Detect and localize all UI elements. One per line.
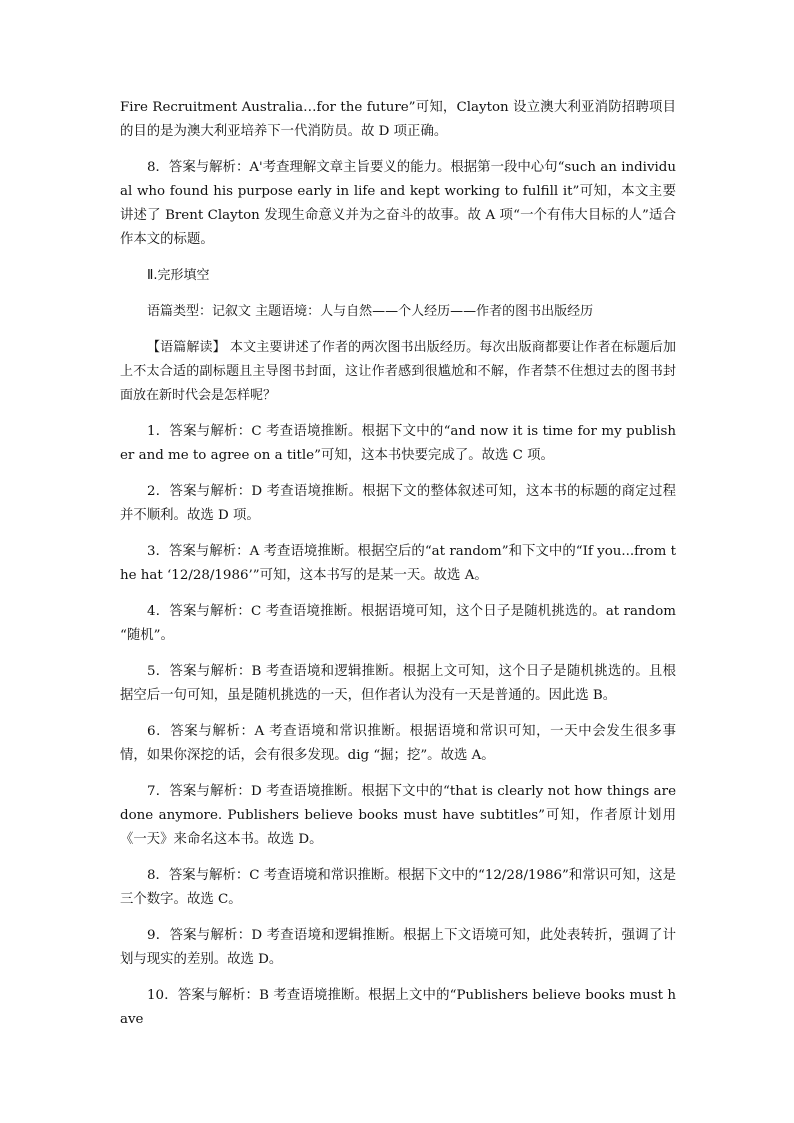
text-type-line: 语篇类型：记叙文 主题语境：人与自然——个人经历——作者的图书出版经历 [147,304,594,319]
answer-10: 10．答案与解析：B 考查语境推断。根据上文中的“Publishers believe books must have [120,988,676,1027]
answer-8: 8．答案与解析：C 考查语境和常识推断。根据下文中的“12/28/1986”和常识可知，这是三个数字。故选 C。 [120,868,676,907]
answer-4: 4．答案与解析：C 考查语境推断。根据语境可知，这个日子是随机挑选的。at random “随机”。 [120,604,676,643]
answer-9: 9．答案与解析：D 考查语境和逻辑推断。根据上下文语境可知，此处表转折，强调了计划与现实的差别。故选 D。 [120,928,676,967]
answer-6: 6．答案与解析：A 考查语境和常识推断。根据语境和常识可知，一天中会发生很多事情，如果你深挖的话，会有很多发现。dig “掘；挖”。故选 A。 [120,724,676,763]
answer-2: 2．答案与解析：D 考查语境推断。根据下文的整体叙述可知，这本书的标题的商定过程并不顺利。故选 D 项。 [120,484,676,523]
section-heading-cloze: Ⅱ.完形填空 [147,268,210,283]
answer-3: 3．答案与解析：A 考查语境推断。根据空后的“at random”和下文中的“If you...from the hat ‘12/28/1986’”可知，这本书写的是某一天。故选 A。 [120,544,676,583]
answer-5: 5．答案与解析：B 考查语境和逻辑推断。根据上文可知，这个日子是随机挑选的。且根据空后一句可知，虽是随机挑选的一天，但作者认为没有一天是普通的。因此选 B。 [120,664,676,703]
answer-7: 7．答案与解析：D 考查语境推断。根据下文中的“that is clearly not how things are done anymore. Publishers believe books must have subtitles”可知，作者原计划用《一天》来命名这本书。故选 D。 [120,784,676,847]
passage-interpretation: 【语篇解读】 本文主要讲述了作者的两次图书出版经历。每次出版商都要让作者在标题后加上不太合适的副标题且主导图书封面，这让作者感到很尴尬和不解，作者禁不住想过去的图书封面放在新时代会是怎样呢？ [120,340,676,403]
answer-1: 1．答案与解析：C 考查语境推断。根据下文中的“and now it is time for my publisher and me to agree on a title”可知，这本书快要完成了。故选 C 项。 [120,424,676,463]
document-page [120,96,676,1044]
answer-8-reading: 8．答案与解析：A'考查理解文章主旨要义的能力。根据第一段中心句“such an individual who found his purpose early in life and kept working to fulfill it”可知，本文主要讲述了 Brent Clayton 发现生命意义并为之奋斗的故事。故 A 项“一个有伟大目标的人”适合作本文的标题。 [120,160,676,247]
paragraph-continuation: Fire Recruitment Australia…for the future”可知，Clayton 设立澳大利亚消防招聘项目的目的是为澳大利亚培养下一代消防员。故 D 项正确。 [120,100,676,139]
